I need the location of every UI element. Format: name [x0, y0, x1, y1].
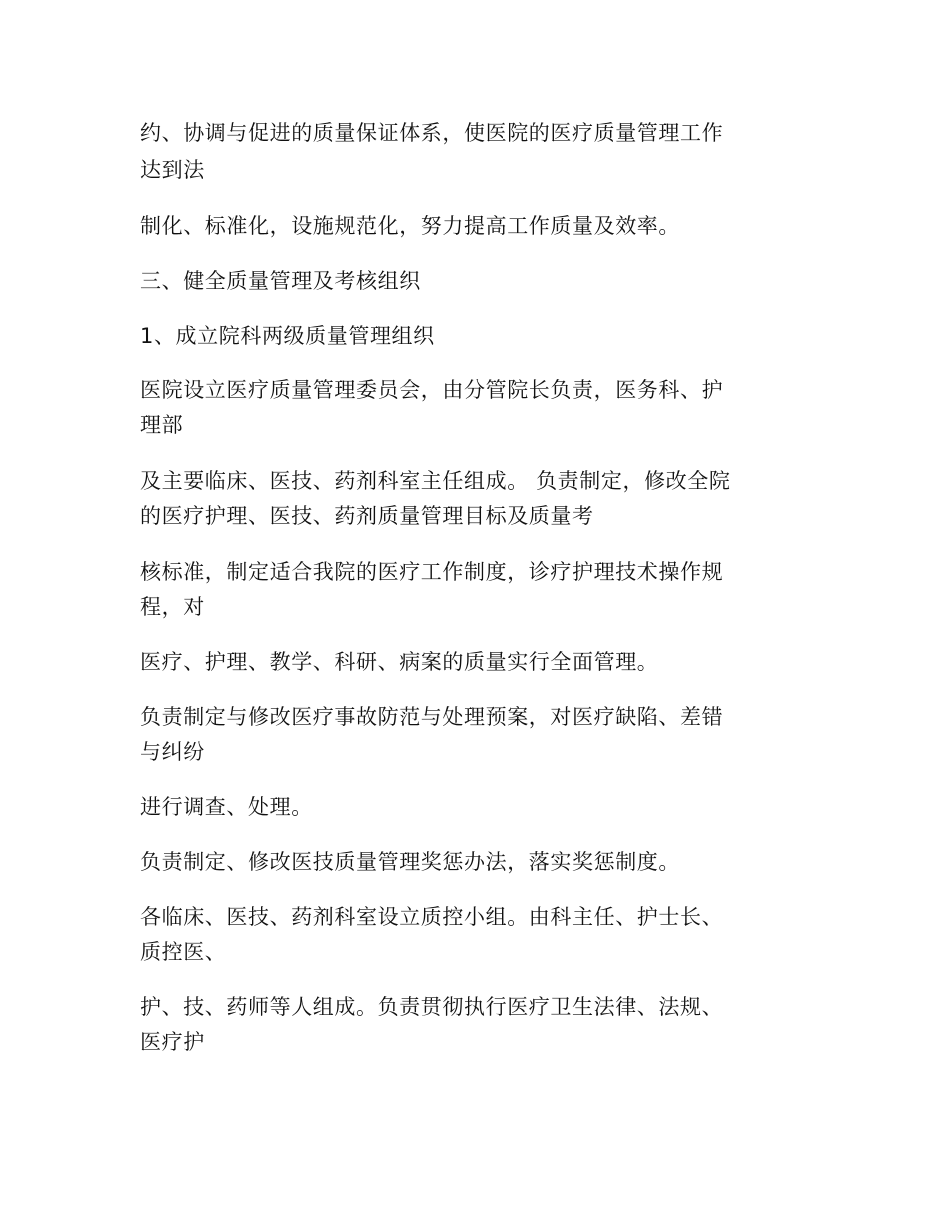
text-line: 进行调查、处理。 [140, 795, 313, 819]
text-line: 达到法 [140, 158, 205, 182]
text-line: 医疗、护理、教学、科研、病案的质量实行全面管理。 [140, 650, 659, 674]
section-heading: 三、健全质量管理及考核组织 [140, 269, 421, 293]
subsection-heading: 1、成立院科两级质量管理组织 [140, 324, 435, 348]
text-line: 理部 [140, 413, 184, 437]
text-line: 的医疗护理、医技、药剂质量管理目标及质量考 [140, 504, 594, 528]
text-line: 医疗护 [140, 1030, 205, 1054]
text-line: 核标准，制定适合我院的医疗工作制度，诊疗护理技术操作规 [140, 560, 724, 584]
text-line: 质控医、 [140, 940, 227, 964]
text-line: 护、技、药师等人组成。负责贯彻执行医疗卫生法律、法规、 [140, 995, 724, 1019]
text-line: 负责制定与修改医疗事故防范与处理预案，对医疗缺陷、差错 [140, 705, 724, 729]
text-line: 制化、标准化，设施规范化，努力提高工作质量及效率。 [140, 214, 680, 238]
text-line: 医院设立医疗质量管理委员会，由分管院长负责，医务科、护 [140, 378, 724, 402]
text-line: 程，对 [140, 595, 205, 619]
text-line: 与纠纷 [140, 740, 205, 764]
text-line: 各临床、医技、药剂科室设立质控小组。由科主任、护士长、 [140, 905, 724, 929]
text-line: 约、协调与促进的质量保证体系，使医院的医疗质量管理工作 [140, 121, 724, 145]
text-line: 及主要临床、医技、药剂科室主任组成。 负责制定，修改全院 [140, 469, 731, 493]
text-line: 负责制定、修改医技质量管理奖惩办法，落实奖惩制度。 [140, 850, 680, 874]
